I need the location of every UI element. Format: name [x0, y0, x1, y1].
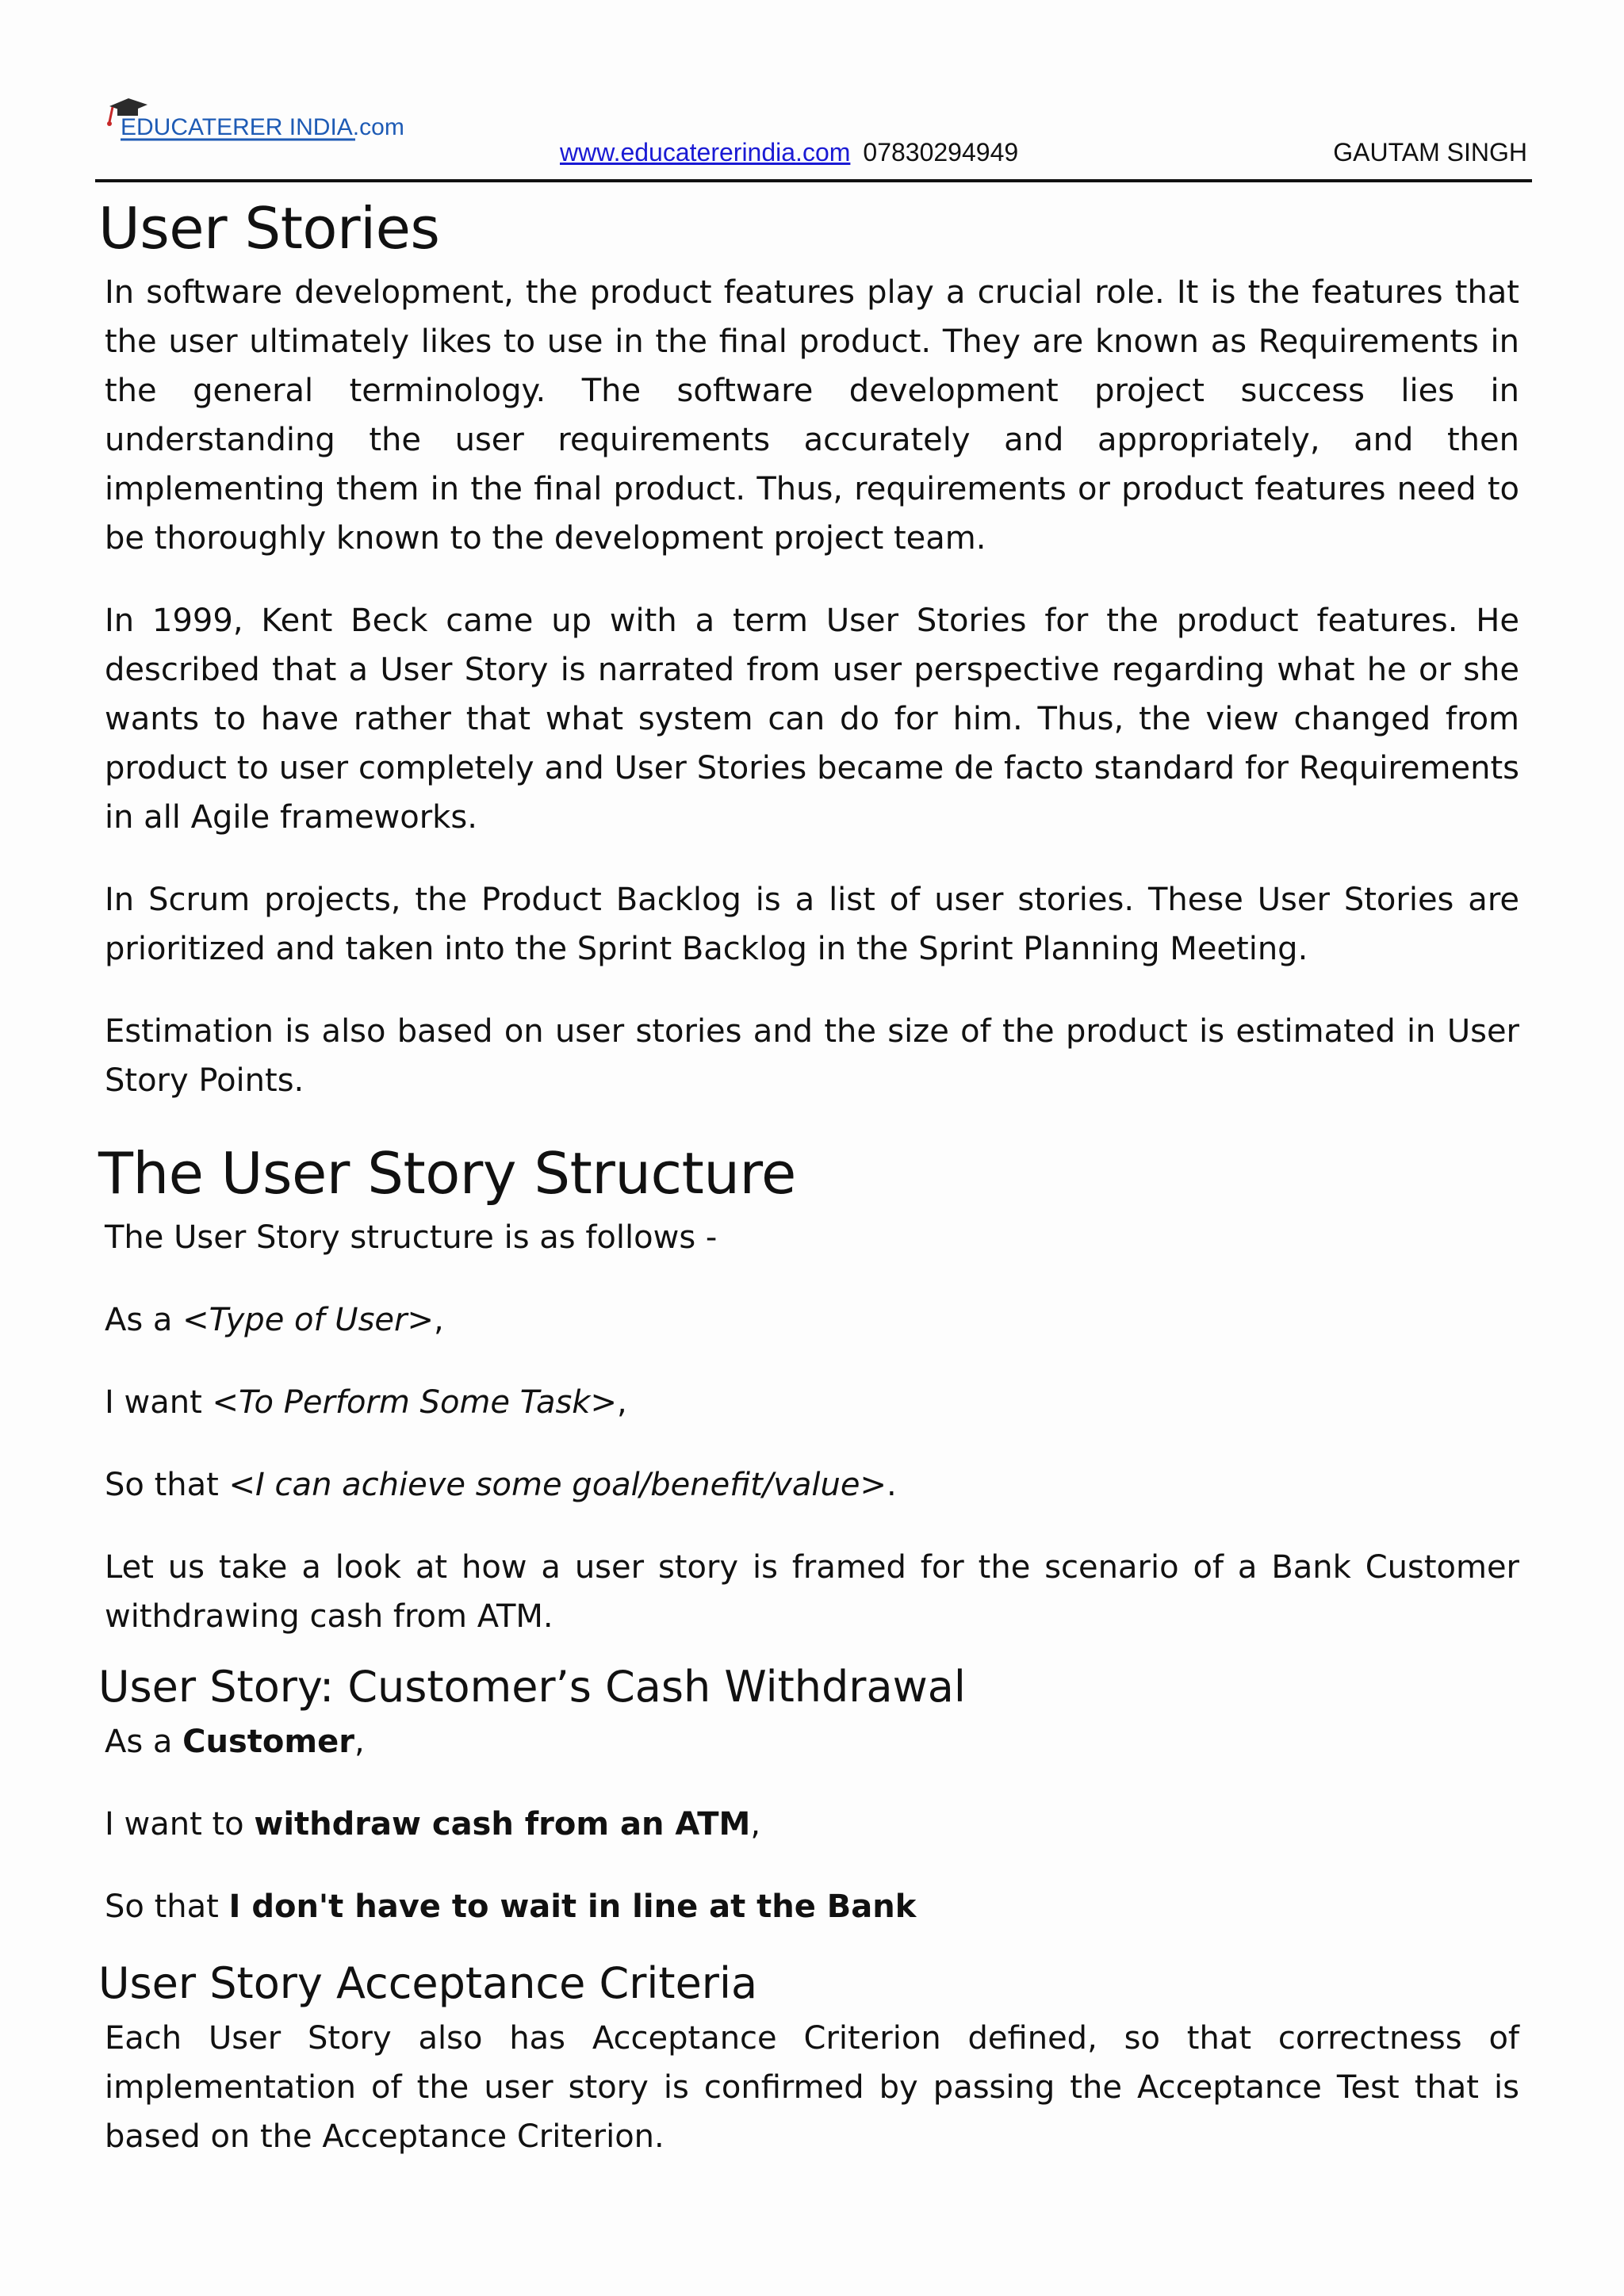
structure-line-1: As a <Type of User>, — [105, 1302, 444, 1338]
website-link[interactable]: www.educatererindia.com — [560, 138, 851, 166]
intro-paragraph-4: Estimation is also based on user stories and the size of the product is estimated in User Story Points. — [105, 1013, 1519, 1099]
author-name: GAUTAM SINGH — [1333, 138, 1527, 166]
header-contact — [560, 138, 1018, 167]
example-line-3: So that I don't have to wait in line at the Bank — [105, 1888, 917, 1925]
page-content — [100, 179, 1519, 2161]
phone-number: 07830294949 — [863, 138, 1019, 166]
intro-paragraph-2: In 1999, Kent Beck came up with a term User Stories for the product features. He described that a User Story is narrated from user perspective regarding what he or she wants to have rather that what system can do for him. Thus, the view changed from product to user completely and User Stories became de facto standard for Requirements in all Agile frameworks. — [105, 603, 1519, 836]
logo-text: EDUCATERER INDIA.com — [121, 114, 404, 140]
example-line-1: As a Customer, — [105, 1724, 365, 1760]
example-intro: Let us take a look at how a user story is framed for the scenario of a Bank Customer withdrawing cash from ATM. — [105, 1549, 1519, 1635]
educaterer-logo — [102, 95, 404, 162]
intro-paragraph-3: In Scrum projects, the Product Backlog is a list of user stories. These User Stories are prioritized and taken into the Sprint Backlog in the Sprint Planning Meeting. — [105, 882, 1519, 967]
page-header — [95, 94, 1532, 182]
structure-intro: The User Story structure is as follows - — [105, 1219, 718, 1256]
structure-heading: The User Story Structure — [98, 1140, 796, 1207]
acceptance-text: Each User Story also has Acceptance Criterion defined, so that correctness of implementation of the user story is confirmed by passing the Acceptance Test that is based on the Acceptance Criterion. — [105, 2020, 1519, 2155]
acceptance-heading: User Story Acceptance Criteria — [98, 1958, 758, 2008]
example-line-2: I want to withdraw cash from an ATM, — [105, 1806, 761, 1843]
structure-line-3: So that <I can achieve some goal/benefit/value>. — [105, 1467, 897, 1503]
structure-line-2: I want <To Perform Some Task>, — [105, 1384, 627, 1421]
intro-paragraph-1: In software development, the product features play a crucial role. It is the features that the user ultimately likes to use in the final product. They are known as Requirements in the general terminology. The software development project success lies in understanding the user requirements accurately and appropriately, and then implementing them in the final product. Thus, requirements or product features need to be thoroughly known to the development project team. — [105, 274, 1519, 557]
page-title: User Stories — [98, 195, 440, 262]
example-heading: User Story: Customer’s Cash Withdrawal — [98, 1662, 966, 1712]
